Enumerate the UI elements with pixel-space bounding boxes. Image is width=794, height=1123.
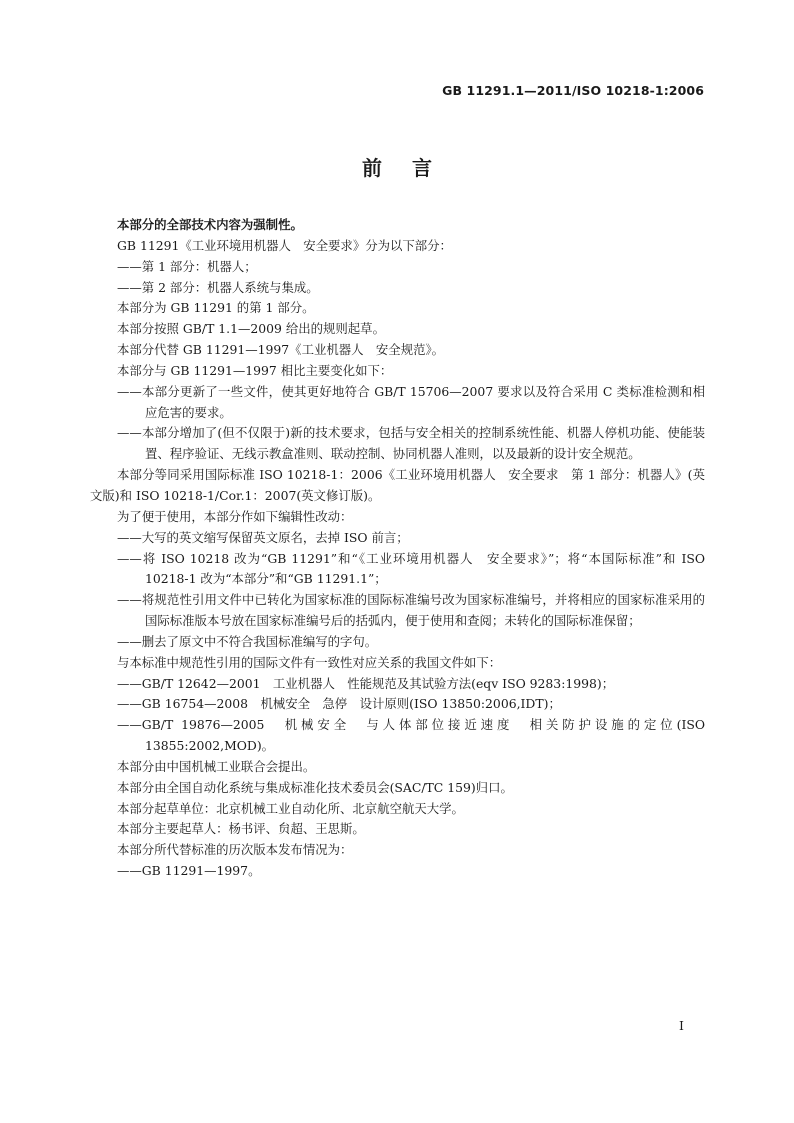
foreword-paragraph: 本部分的全部技术内容为强制性。 xyxy=(117,217,303,232)
foreword-paragraph: 本部分所代替标准的历次版本发布情况为： xyxy=(117,842,353,858)
foreword-paragraph: ——GB/T 12642—2001 工业机器人 性能规范及其试验方法(eqv ISO 9283:1998)； xyxy=(117,675,615,691)
foreword-paragraph: 本部分为 GB 11291 的第 1 部分。 xyxy=(117,300,315,316)
foreword-paragraph: 本部分由中国机械工业联合会提出。 xyxy=(117,758,316,774)
foreword-paragraph: 为了便于使用，本部分作如下编辑性改动： xyxy=(117,508,353,524)
foreword-paragraph: 本部分与 GB 11291—1997 相比主要变化如下： xyxy=(117,362,393,378)
foreword-paragraph: ——GB/T 19876—2005 机械安全 与人体部位接近速度 相关防护设施的定位(ISO 13855:2002,MOD)。 xyxy=(117,717,705,754)
page-title: 前言 xyxy=(362,156,462,180)
foreword-paragraph: 本部分代替 GB 11291—1997《工业机器人 安全规范》。 xyxy=(117,342,445,358)
foreword-paragraph: 本部分由全国自动化系统与集成标准化技术委员会(SAC/TC 159)归口。 xyxy=(117,779,513,795)
foreword-paragraph: 本部分主要起草人：杨书评、贠超、王思斯。 xyxy=(117,821,365,837)
foreword-paragraph: ——本部分增加了(但不仅限于)新的技术要求，包括与安全相关的控制系统性能、机器人停机功能、使能装置、程序验证、无线示教盒准则、联动控制、协同机器人准则，以及最新的设计安全规范。 xyxy=(117,425,705,462)
foreword-paragraph: ——大写的英文缩写保留英文原名，去掉 ISO 前言； xyxy=(117,529,409,545)
foreword-paragraph: ——将 ISO 10218 改为“GB 11291”和“《工业环境用机器人 安全要求》”；将“本国际标准”和 ISO 10218-1 改为“本部分”和“GB 11291.1”； xyxy=(117,550,705,587)
foreword-paragraph: ——本部分更新了一些文件，使其更好地符合 GB/T 15706—2007 要求以及符合采用 C 类标准检测和相应危害的要求。 xyxy=(117,383,705,420)
foreword-paragraph: ——删去了原文中不符合我国标准编写的字句。 xyxy=(117,633,378,649)
foreword-paragraph: 与本标准中规范性引用的国际文件有一致性对应关系的我国文件如下： xyxy=(117,654,502,670)
foreword-paragraph: ——GB 11291—1997。 xyxy=(117,863,261,879)
foreword-paragraph: ——GB 16754—2008 机械安全 急停 设计原则(ISO 13850:2006,IDT)； xyxy=(117,696,561,712)
foreword-paragraph: ——将规范性引用文件中已转化为国家标准的国际标准编号改为国家标准编号，并将相应的国家标准采用的国际标准版本号放在国家标准编号后的括弧内，便于使用和查阅；未转化的国际标准保留； xyxy=(117,592,705,629)
foreword-paragraph: ——第 2 部分：机器人系统与集成。 xyxy=(117,279,319,295)
page-number: I xyxy=(679,1018,684,1033)
foreword-paragraph: ——第 1 部分：机器人； xyxy=(117,258,257,274)
foreword-body xyxy=(90,215,705,882)
foreword-paragraph: 本部分等同采用国际标准 ISO 10218-1：2006《工业环境用机器人 安全要求 第 1 部分：机器人》(英文版)和 ISO 10218-1/Cor.1：2007(英文修订版)。 xyxy=(90,467,705,503)
foreword-paragraph: GB 11291《工业环境用机器人 安全要求》分为以下部分： xyxy=(117,237,452,253)
foreword-paragraph: 本部分起草单位：北京机械工业自动化所、北京航空航天大学。 xyxy=(117,800,464,816)
foreword-paragraph: 本部分按照 GB/T 1.1—2009 给出的规则起草。 xyxy=(117,321,385,337)
standard-code-header: GB 11291.1—2011/ISO 10218-1:2006 xyxy=(442,83,704,98)
